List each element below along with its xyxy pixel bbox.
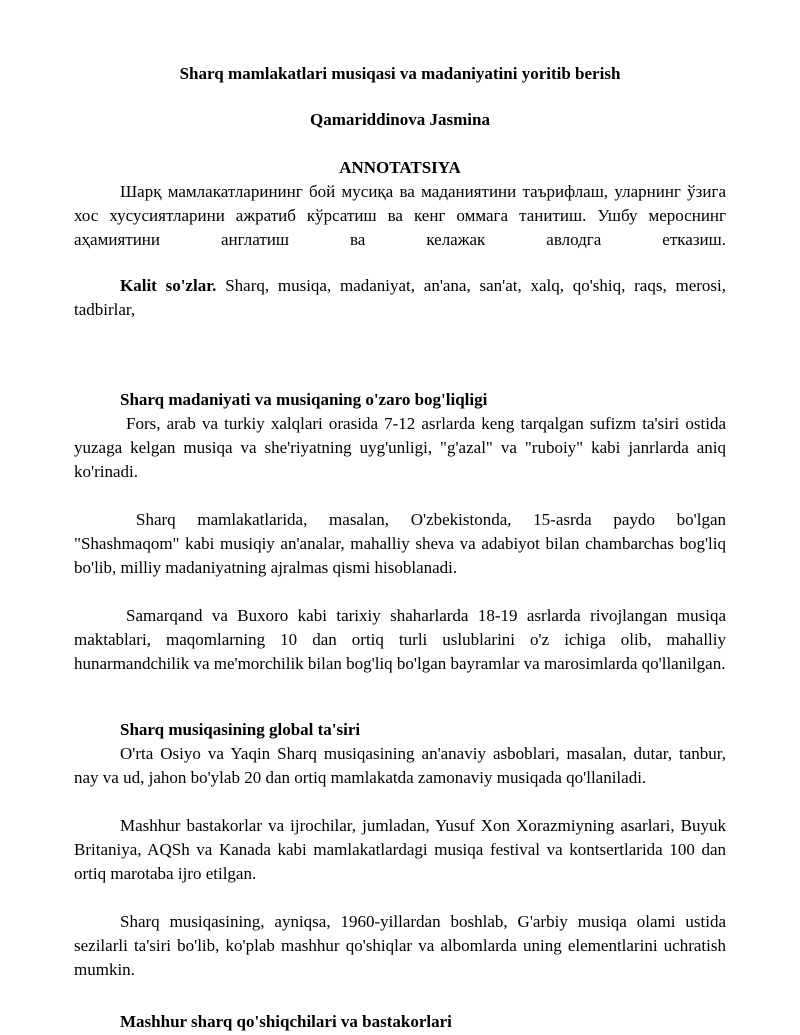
section2-paragraph-1: O'rta Osiyo va Yaqin Sharq musiqasining an'anaviy asboblari, masalan, dutar, tanbur, nay va ud, jahon bo'ylab 20 dan ortiq mamlakatda zamonaviy musiqada qo'llaniladi. <box>74 744 726 787</box>
section-heading-culture-music: Sharq madaniyati va musiqaning o'zaro bog'liqligi <box>120 390 488 409</box>
section1-paragraph-3: Samarqand va Buxoro kabi tarixiy shaharlarda 18-19 asrlarda rivojlangan musiqa maktablari, maqomlarning 10 dan ortiq turli uslublarini o'z ichiga olib, mahalliy hunarmandchilik va me'morchilik bilan bog'liq bo'lgan bayramlar va marosimlarda qo'llanilgan. <box>74 606 726 673</box>
section-heading-global-influence: Sharq musiqasining global ta'siri <box>120 720 361 739</box>
annotation-heading: ANNOTATSIYA <box>339 158 461 177</box>
section1-paragraph-1: Fors, arab va turkiy xalqlari orasida 7-12 asrlarda keng tarqalgan sufizm ta'siri ostida yuzaga kelgan musiqa va she'riyatning uyg'unligi, "g'azal" va "ruboiy" kabi janrlarda aniq ko'rinadi. <box>74 414 726 481</box>
annotation-paragraph: Шарқ мамлакатларининг бой мусиқа ва маданиятини таърифлаш, уларнинг ўзига хос хусусиятларини ажратиб кўрсатиш ва кенг оммага танитиш. Ушбу мероснинг аҳамиятини англатиш ва келажак авлодга етказиш. <box>74 182 726 249</box>
section2-paragraph-2: Mashhur bastakorlar va ijrochilar, jumladan, Yusuf Xon Xorazmiyning asarlari, Buyuk Britaniya, AQSh va Kanada kabi mamlakatlardagi musiqa festival va kontsertlarida 100 dan ortiq marotaba ijro etilgan. <box>74 816 726 883</box>
document-title: Sharq mamlakatlari musiqasi va madaniyatini yoritib berish <box>179 64 621 83</box>
keywords-paragraph <box>74 274 726 322</box>
keywords-text: Sharq, musiqa, madaniyat, an'ana, san'at, xalq, qo'shiq, raqs, merosi, tadbirlar, <box>74 276 726 319</box>
document-author: Qamariddinova Jasmina <box>310 110 490 129</box>
section1-paragraph-2: Sharq mamlakatlarida, masalan, O'zbekistonda, 15-asrda paydo bo'lgan "Shashmaqom" kabi musiqiy an'analar, mahalliy sheva va adabiyot bilan chambarchas bog'liq bo'lib, milliy madaniyatning ajralmas qismi hisoblanadi. <box>74 510 726 577</box>
section2-paragraph-3: Sharq musiqasining, ayniqsa, 1960-yillardan boshlab, G'arbiy musiqa olami ustida sezilarli ta'siri bo'lib, ko'plab mashhur qo'shiqlar va albomlarda uning elementlarini uchratish mumkin. <box>74 912 726 979</box>
section-heading-famous-singers: Mashhur sharq qo'shiqchilari va bastakorlari <box>120 1012 452 1031</box>
document-page <box>74 62 726 1034</box>
keywords-label: Kalit so'zlar. <box>120 276 217 295</box>
